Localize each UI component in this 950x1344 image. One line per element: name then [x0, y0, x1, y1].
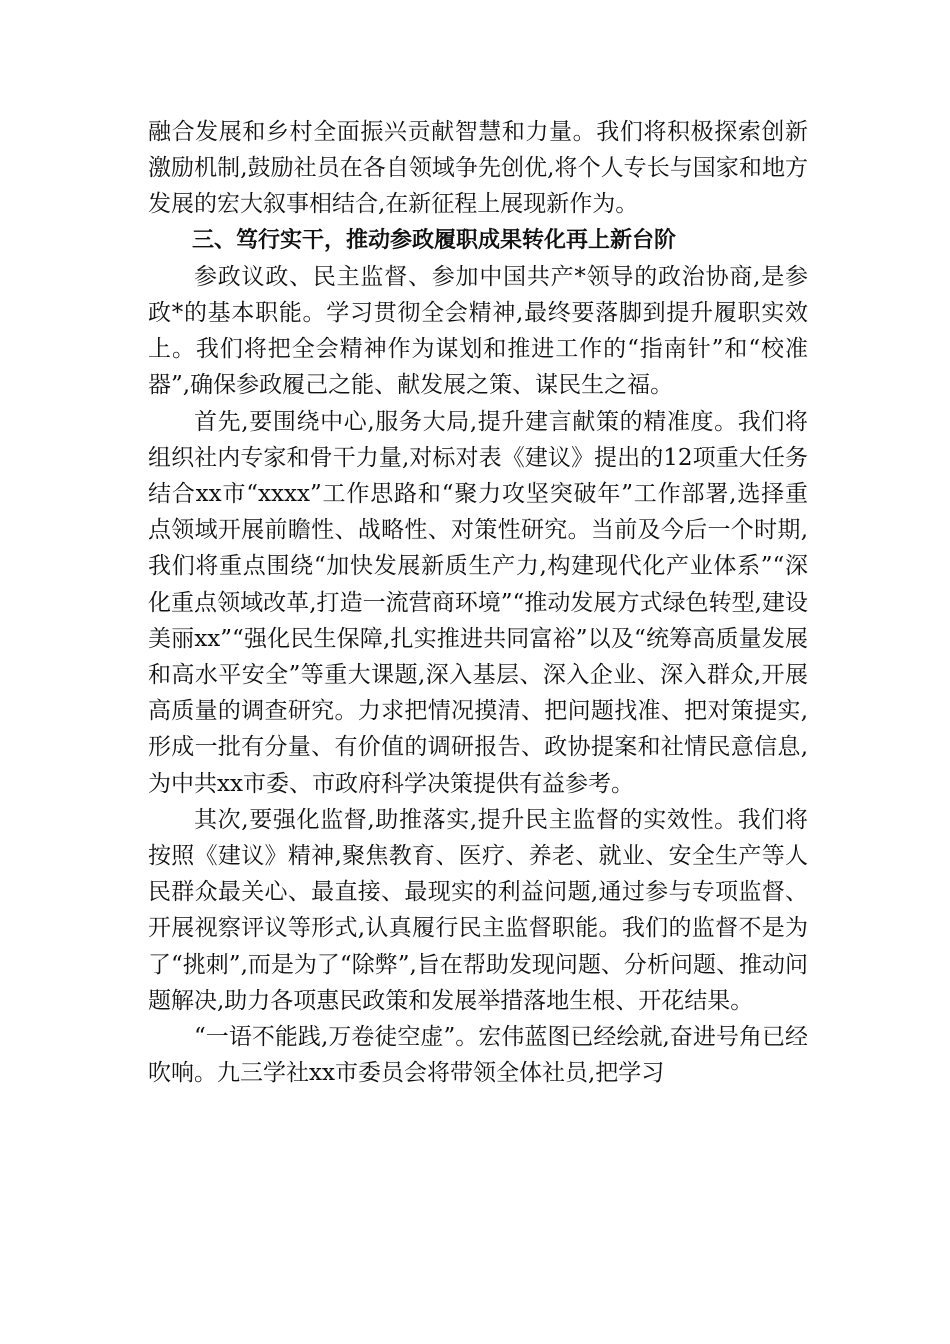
section-heading: 三、笃行实干，推动参政履职成果转化再上新台阶: [192, 227, 677, 253]
document-page: [148, 114, 808, 1091]
paragraph: 其次,要强化监督,助推落实,提升民主监督的实效性。我们将按照《建议》精神,聚焦教育、医疗、养老、就业、安全生产等人民群众最关心、最直接、最现实的利益问题,通过参与专项监督、开展视察评议等形式,认真履行民主监督职能。我们的监督不是为了“挑刺”,而是为了“除弊”,旨在帮助发现问题、分析问题、推动问题解决,助力各项惠民政策和发展举措落地生根、开花结果。: [148, 806, 808, 1014]
paragraph: “一语不能践,万卷徒空虚”。宏伟蓝图已经绘就,奋进号角已经吹响。九三学社xx市委员会将带领全体社员,把学习: [148, 1024, 808, 1087]
paragraph: 首先,要围绕中心,服务大局,提升建言献策的精准度。我们将组织社内专家和骨干力量,对标对表《建议》提出的12项重大任务结合xx市“xxxx”工作思路和“聚力攻坚突破年”工作部署,选择重点领域开展前瞻性、战略性、对策性研究。当前及今后一个时期,我们将重点围绕“加快发展新质生产力,构建现代化产业体系”“深化重点领域改革,打造一流营商环境”“推动发展方式绿色转型,建设美丽xx”“强化民生保障,扎实推进共同富裕”以及“统筹高质量发展和高水平安全”等重大课题,深入基层、深入企业、深入群众,开展高质量的调查研究。力求把情况摸清、把问题找准、把对策提实,形成一批有分量、有价值的调研报告、政协提案和社情民意信息,为中共xx市委、市政府科学决策提供有益参考。: [148, 408, 808, 797]
paragraph-continuation: 融合发展和乡村全面振兴贡献智慧和力量。我们将积极探索创新激励机制,鼓励社员在各自领域争先创优,将个人专长与国家和地方发展的宏大叙事相结合,在新征程上展现新作为。: [148, 119, 808, 218]
paragraph: 参政议政、民主监督、参加中国共产*领导的政治协商,是参政*的基本职能。学习贯彻全会精神,最终要落脚到提升履职实效上。我们将把全会精神作为谋划和推进工作的“指南针”和“校准器”,确保参政履己之能、献发展之策、谋民生之福。: [148, 263, 808, 399]
